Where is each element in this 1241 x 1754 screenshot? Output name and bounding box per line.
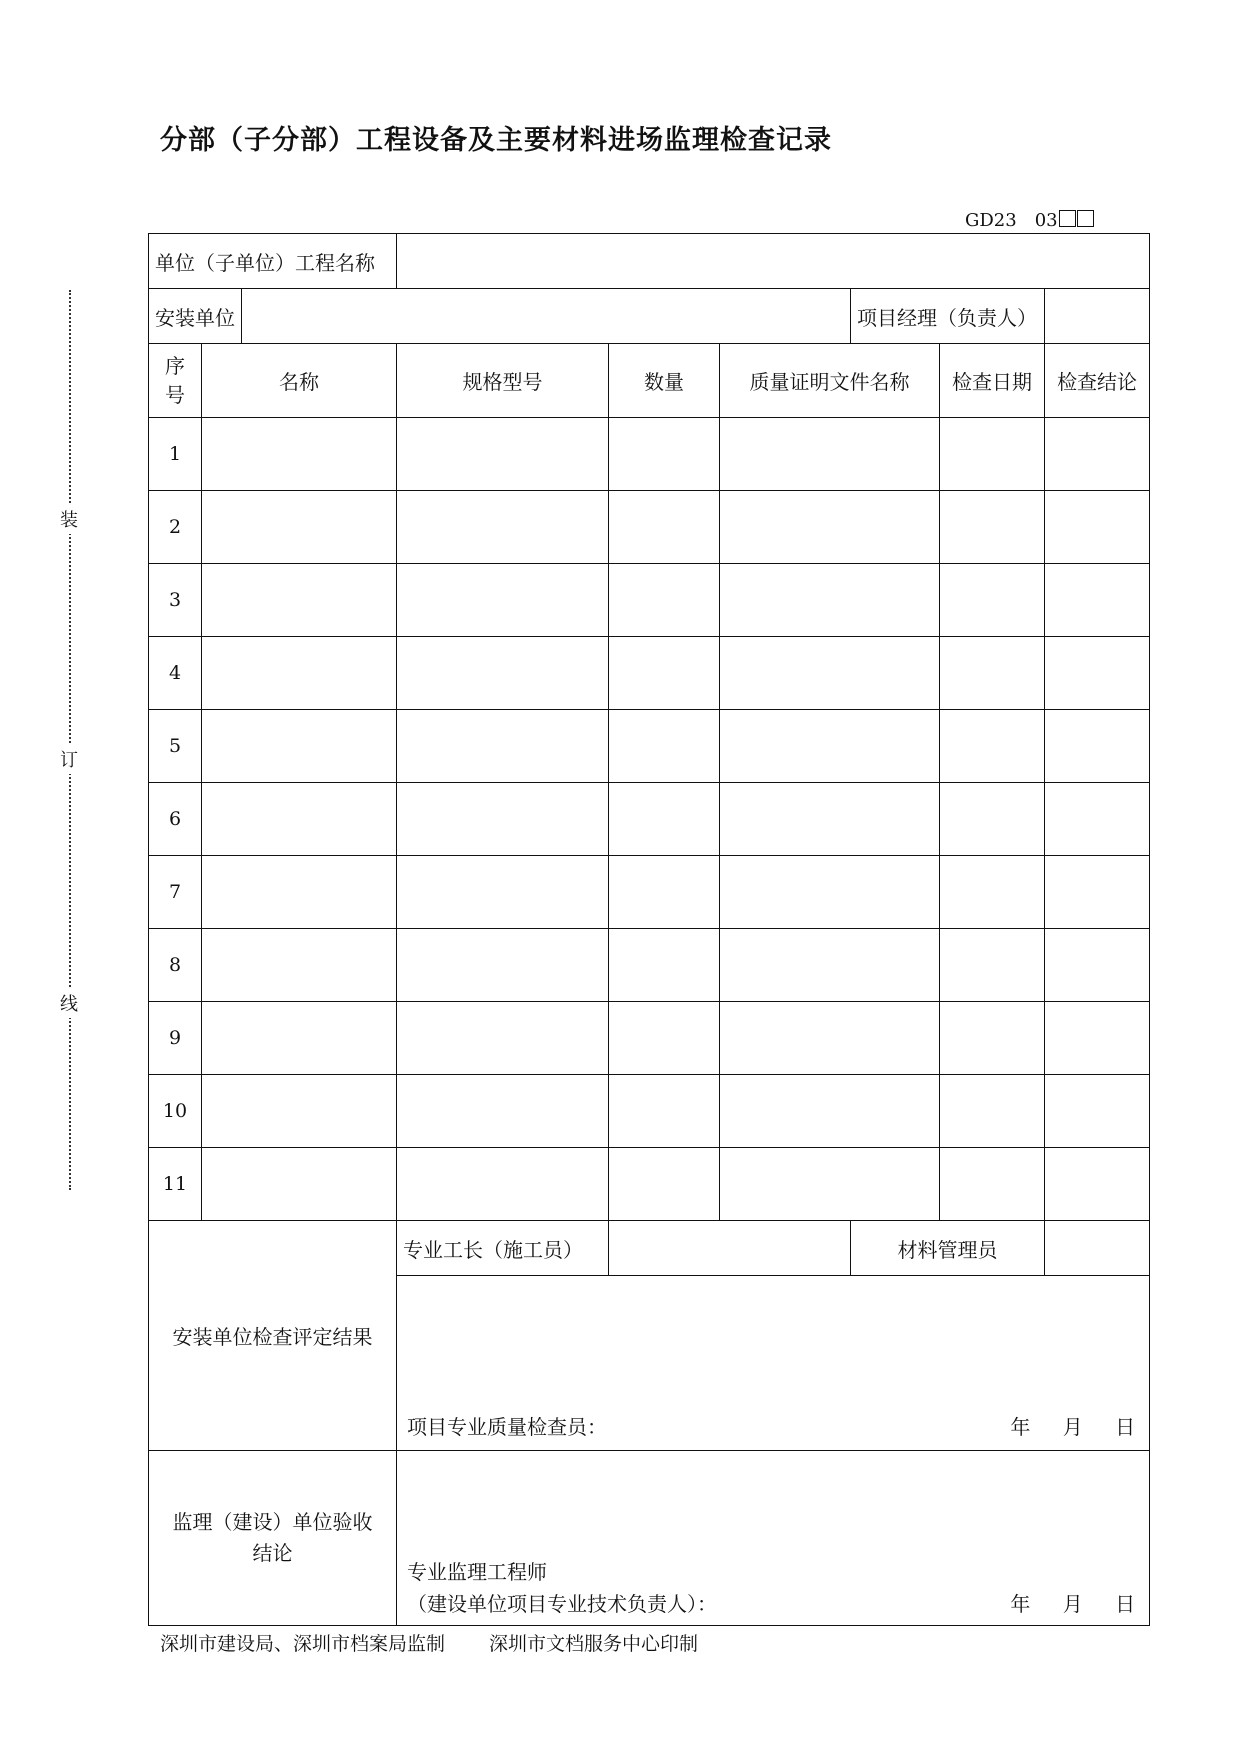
table-row — [149, 856, 1150, 929]
cell-name[interactable] — [202, 418, 397, 491]
cell-cert[interactable] — [720, 491, 940, 564]
install-unit-field[interactable] — [242, 289, 851, 344]
cell-result[interactable] — [1045, 418, 1150, 491]
project-name-row — [149, 234, 1150, 289]
install-check-label: 安装单位检查评定结果 — [149, 1221, 397, 1451]
cell-result[interactable] — [1045, 491, 1150, 564]
page-title: 分部（子分部）工程设备及主要材料进场监理检查记录 — [160, 125, 832, 156]
cell-qty[interactable] — [609, 1075, 720, 1148]
cell-date[interactable] — [940, 710, 1045, 783]
col-header-result: 检查结论 — [1045, 344, 1150, 418]
cell-date[interactable] — [940, 929, 1045, 1002]
cell-name[interactable] — [202, 856, 397, 929]
row-seq: 11 — [149, 1148, 202, 1221]
table-row — [149, 1075, 1150, 1148]
supervision-date: 年 月 日 — [1010, 1592, 1136, 1616]
row-seq: 5 — [149, 710, 202, 783]
cell-date[interactable] — [940, 418, 1045, 491]
cell-spec[interactable] — [397, 710, 609, 783]
cell-cert[interactable] — [720, 1148, 940, 1221]
foreman-label: 专业工长（施工员） — [397, 1221, 609, 1276]
cell-qty[interactable] — [609, 1002, 720, 1075]
cell-spec[interactable] — [397, 929, 609, 1002]
table-row — [149, 637, 1150, 710]
row-seq: 4 — [149, 637, 202, 710]
cell-result[interactable] — [1045, 783, 1150, 856]
row-seq: 3 — [149, 564, 202, 637]
col-header-seq-line2: 号 — [165, 382, 185, 407]
inspection-form-table — [148, 233, 1150, 1626]
col-header-spec: 规格型号 — [397, 344, 609, 418]
table-row — [149, 710, 1150, 783]
binding-mark-ding: 订 — [60, 744, 78, 774]
supervision-row — [149, 1451, 1150, 1626]
form-code-text: GD23 03 — [965, 210, 1058, 231]
cell-date[interactable] — [940, 783, 1045, 856]
col-header-cert: 质量证明文件名称 — [720, 344, 940, 418]
row-seq: 9 — [149, 1002, 202, 1075]
table-row — [149, 418, 1150, 491]
row-seq: 7 — [149, 856, 202, 929]
cell-cert[interactable] — [720, 1075, 940, 1148]
row-seq: 10 — [149, 1075, 202, 1148]
table-row — [149, 491, 1150, 564]
cell-name[interactable] — [202, 637, 397, 710]
cell-qty[interactable] — [609, 491, 720, 564]
cell-name[interactable] — [202, 929, 397, 1002]
cell-spec[interactable] — [397, 1075, 609, 1148]
cell-date[interactable] — [940, 1075, 1045, 1148]
row-seq: 8 — [149, 929, 202, 1002]
supervision-label-line1: 监理（建设）单位验收 — [172, 1510, 373, 1534]
cell-cert[interactable] — [720, 856, 940, 929]
cell-date[interactable] — [940, 637, 1045, 710]
cell-name[interactable] — [202, 1002, 397, 1075]
cell-cert[interactable] — [720, 783, 940, 856]
cell-qty[interactable] — [609, 637, 720, 710]
cell-result[interactable] — [1045, 929, 1150, 1002]
project-manager-field[interactable] — [1045, 289, 1150, 344]
cell-name[interactable] — [202, 783, 397, 856]
binding-mark-zhuang: 装 — [60, 504, 78, 534]
cell-qty[interactable] — [609, 564, 720, 637]
table-row — [149, 1148, 1150, 1221]
install-check-date: 年 月 日 — [1010, 1415, 1136, 1439]
code-box-2 — [1077, 210, 1094, 227]
cell-name[interactable] — [202, 564, 397, 637]
cell-spec[interactable] — [397, 1148, 609, 1221]
cell-date[interactable] — [940, 491, 1045, 564]
footer — [160, 1629, 698, 1656]
cell-cert[interactable] — [720, 929, 940, 1002]
row-seq: 2 — [149, 491, 202, 564]
cell-spec[interactable] — [397, 564, 609, 637]
cell-result[interactable] — [1045, 710, 1150, 783]
cell-date[interactable] — [940, 1148, 1045, 1221]
supervision-conclusion-cell[interactable] — [397, 1451, 1150, 1626]
cell-cert[interactable] — [720, 564, 940, 637]
form-code — [965, 206, 1094, 232]
cell-spec[interactable] — [397, 637, 609, 710]
cell-qty[interactable] — [609, 783, 720, 856]
cell-qty[interactable] — [609, 710, 720, 783]
foreman-field[interactable] — [609, 1221, 851, 1276]
cell-date[interactable] — [940, 564, 1045, 637]
cell-cert[interactable] — [720, 710, 940, 783]
cell-qty[interactable] — [609, 929, 720, 1002]
supervision-engineer-label: 专业监理工程师 — [407, 1560, 548, 1584]
col-header-seq — [149, 344, 202, 418]
construction-tech-lead-label: （建设单位项目专业技术负责人）： — [407, 1592, 718, 1616]
cell-name[interactable] — [202, 491, 397, 564]
cell-cert[interactable] — [720, 637, 940, 710]
row-seq: 1 — [149, 418, 202, 491]
cell-spec[interactable] — [397, 491, 609, 564]
row-seq: 6 — [149, 783, 202, 856]
cell-spec[interactable] — [397, 1002, 609, 1075]
material-manager-label: 材料管理员 — [851, 1221, 1045, 1276]
cell-result[interactable] — [1045, 1075, 1150, 1148]
cell-cert[interactable] — [720, 418, 940, 491]
cell-spec[interactable] — [397, 783, 609, 856]
project-manager-label: 项目经理（负责人） — [851, 289, 1045, 344]
install-unit-row — [149, 289, 1150, 344]
footer-supervised-by: 深圳市建设局、深圳市档案局监制 — [160, 1633, 446, 1655]
cell-cert[interactable] — [720, 1002, 940, 1075]
col-header-seq-line1: 序 — [165, 353, 185, 378]
project-name-field[interactable] — [397, 234, 1150, 289]
binding-line — [69, 290, 74, 1190]
footer-printed-by: 深圳市文档服务中心印制 — [489, 1633, 699, 1655]
cell-result[interactable] — [1045, 1002, 1150, 1075]
cell-qty[interactable] — [609, 1148, 720, 1221]
install-check-result-cell[interactable] — [397, 1276, 1150, 1451]
cell-spec[interactable] — [397, 856, 609, 929]
col-header-qty: 数量 — [609, 344, 720, 418]
cell-name[interactable] — [202, 710, 397, 783]
binding-mark-xian: 线 — [60, 988, 78, 1018]
cell-date[interactable] — [940, 1002, 1045, 1075]
quality-inspector-label: 项目专业质量检查员： — [407, 1415, 608, 1439]
table-row — [149, 1002, 1150, 1075]
cell-result[interactable] — [1045, 564, 1150, 637]
install-check-sign-row — [149, 1221, 1150, 1276]
cell-name[interactable] — [202, 1075, 397, 1148]
cell-date[interactable] — [940, 856, 1045, 929]
cell-spec[interactable] — [397, 418, 609, 491]
code-box-1 — [1059, 210, 1076, 227]
cell-result[interactable] — [1045, 856, 1150, 929]
cell-qty[interactable] — [609, 856, 720, 929]
column-header-row — [149, 344, 1150, 418]
cell-name[interactable] — [202, 1148, 397, 1221]
material-manager-field[interactable] — [1045, 1221, 1150, 1276]
col-header-name: 名称 — [202, 344, 397, 418]
table-row — [149, 929, 1150, 1002]
cell-result[interactable] — [1045, 1148, 1150, 1221]
supervision-label-line2: 结论 — [252, 1541, 293, 1565]
table-row — [149, 783, 1150, 856]
install-unit-label: 安装单位 — [149, 289, 242, 344]
cell-result[interactable] — [1045, 637, 1150, 710]
project-name-label: 单位（子单位）工程名称 — [149, 234, 397, 289]
cell-qty[interactable] — [609, 418, 720, 491]
supervision-label — [149, 1451, 397, 1626]
table-row — [149, 564, 1150, 637]
col-header-date: 检查日期 — [940, 344, 1045, 418]
